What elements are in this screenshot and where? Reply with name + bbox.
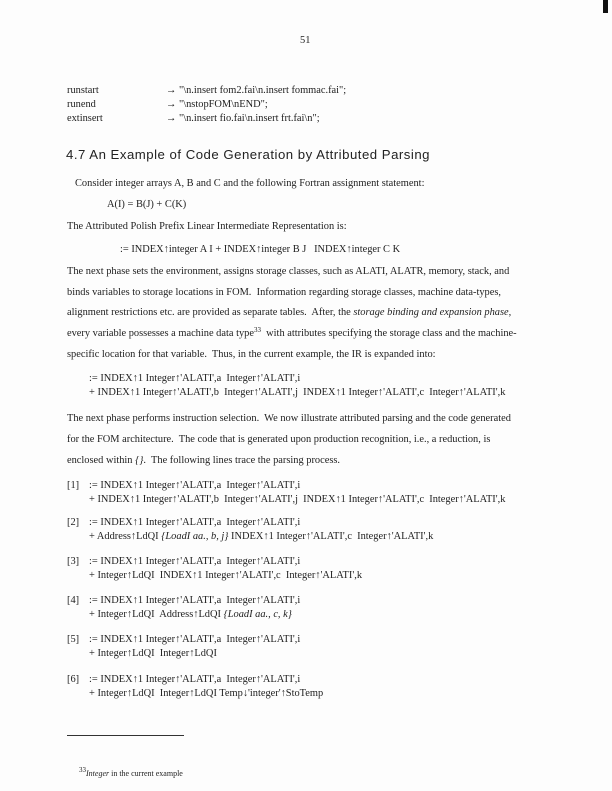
paragraph-line: The next phase performs instruction selection. We now illustrate attributed parsing and the code generated (67, 413, 511, 424)
step-line: := INDEX↑1 Integer↑'ALATI',a Integer↑'ALATI',i (89, 556, 301, 567)
text: + Integer↑LdQI Integer↑LdQI (89, 648, 217, 659)
footnote (79, 768, 183, 780)
italic-text: Integer (86, 769, 110, 778)
def-value: → "\n.insert fio.fai\n.insert frt.fai\n"; (166, 113, 320, 124)
italic-code: {LoadI aa., c, k} (223, 609, 292, 620)
footnote-rule (67, 735, 184, 736)
paragraph-line: specific location for that variable. Thus, in the current example, the IR is expanded into: (67, 349, 436, 360)
text: alignment restrictions etc. are provided as separate tables. After, the (67, 307, 354, 318)
step-line: := INDEX↑1 Integer↑'ALATI',a Integer↑'ALATI',i (89, 634, 301, 645)
italic-text: {} (135, 455, 144, 466)
paragraph-line: for the FOM architecture. The code that is generated upon production recognition, i.e., a reduction, is (67, 434, 491, 445)
equation: A(I) = B(J) + C(K) (107, 199, 187, 210)
text: INDEX↑1 Integer↑'ALATI',c Integer↑'ALATI',k (228, 531, 434, 542)
step-line: := INDEX↑1 Integer↑'ALATI',a Integer↑'ALATI',i (89, 595, 301, 606)
paragraph: The Attributed Polish Prefix Linear Intermediate Representation is: (67, 221, 347, 232)
page-number: 51 (300, 35, 311, 46)
step-number: [3] (67, 556, 80, 567)
def-name: runend (67, 99, 96, 110)
def-name: runstart (67, 85, 99, 96)
text: every variable possesses a machine data type (67, 328, 254, 339)
def-value: → "\n.insert fom2.fai\n.insert fommac.fai"; (166, 85, 347, 96)
text: + Integer↑LdQI INDEX↑1 Integer↑'ALATI',c Integer↑'ALATI',k (89, 570, 363, 581)
step-number: [1] (67, 480, 80, 491)
def-name: extinsert (67, 113, 103, 124)
footnote-number: 33 (79, 766, 86, 774)
text: + Integer↑LdQI Address↑LdQI (89, 609, 224, 620)
step-line (89, 609, 292, 621)
step-number: [2] (67, 517, 80, 528)
text: . The following lines trace the parsing process. (143, 455, 341, 466)
expanded-ir-line: := INDEX↑1 Integer↑'ALATI',a Integer↑'ALATI',i (89, 373, 301, 384)
step-line (89, 494, 505, 506)
section-heading: 4.7 An Example of Code Generation by Attributed Parsing (66, 147, 430, 162)
italic-code: {LoadI aa., b, j} (161, 531, 229, 542)
step-number: [5] (67, 634, 80, 645)
paragraph-line (67, 307, 511, 319)
step-line: := INDEX↑1 Integer↑'ALATI',a Integer↑'ALATI',i (89, 674, 301, 685)
italic-text: storage binding and expansion phase, (353, 307, 512, 318)
def-value: → "\nstopFOM\nEND"; (166, 99, 268, 110)
paragraph-line: binds variables to storage locations in FOM. Information regarding storage classes, machine data-types, (67, 287, 501, 298)
text: enclosed within (67, 455, 136, 466)
text: + INDEX↑1 Integer↑'ALATI',b Integer↑'ALATI',j INDEX↑1 Integer↑'ALATI',c Integer↑'ALATI',k (89, 494, 506, 505)
text: in the current example (109, 769, 183, 778)
step-number: [6] (67, 674, 80, 685)
paragraph: Consider integer arrays A, B and C and the following Fortran assignment statement: (75, 178, 425, 189)
expanded-ir-line: + INDEX↑1 Integer↑'ALATI',b Integer↑'ALATI',j INDEX↑1 Integer↑'ALATI',c Integer↑'ALATI',k (89, 387, 506, 398)
ir-line: := INDEX↑integer A I + INDEX↑integer B J INDEX↑integer C K (120, 244, 401, 255)
paragraph-line (67, 455, 340, 467)
text: with attributes specifying the storage class and the machine- (260, 328, 517, 339)
paragraph-line: The next phase sets the environment, assigns storage classes, such as ALATI, ALATR, memory, stack, and (67, 266, 510, 277)
step-line: := INDEX↑1 Integer↑'ALATI',a Integer↑'ALATI',i (89, 480, 301, 491)
step-line: := INDEX↑1 Integer↑'ALATI',a Integer↑'ALATI',i (89, 517, 301, 528)
text: + Address↑LdQI (89, 531, 162, 542)
text: + Integer↑LdQI Integer↑LdQI Temp↓'integer'↑StoTemp (89, 688, 324, 699)
step-line (89, 688, 323, 700)
footnote-ref: 33 (253, 326, 261, 334)
step-line (89, 531, 433, 543)
step-line (89, 570, 362, 582)
step-number: [4] (67, 595, 80, 606)
step-line (89, 648, 217, 660)
paragraph-line (67, 328, 517, 340)
scan-mark (603, 0, 608, 13)
